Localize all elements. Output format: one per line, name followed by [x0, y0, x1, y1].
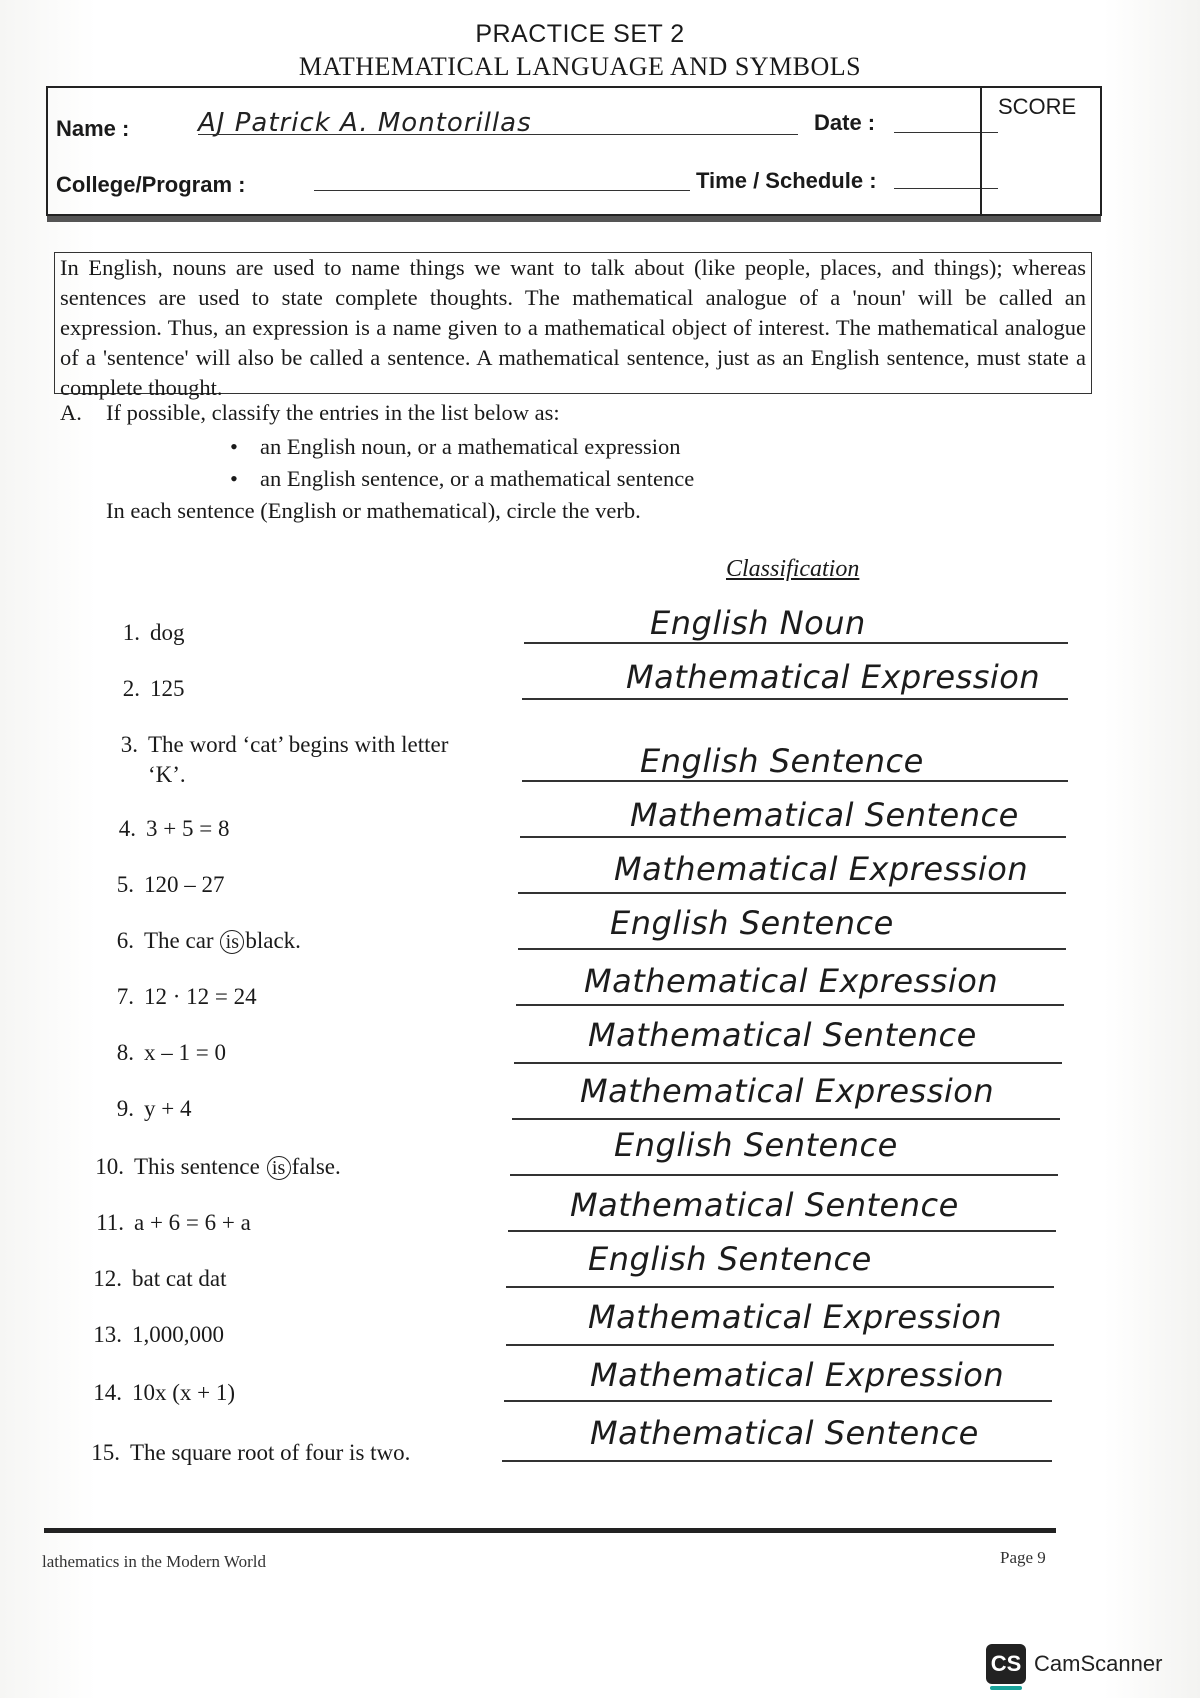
- answer-text: Mathematical Expression: [580, 1072, 995, 1110]
- question-text: bat cat dat: [132, 1266, 227, 1291]
- answer-line: [516, 1004, 1064, 1006]
- question-text: 3 + 5 = 8: [146, 816, 230, 841]
- question-item: [104, 872, 225, 898]
- question-item: [94, 1210, 251, 1236]
- answer-line: [522, 780, 1068, 782]
- section-prompt: If possible, classify the entries in the list below as:: [106, 400, 560, 425]
- question-text: 10x (x + 1): [132, 1380, 236, 1405]
- answer-line: [512, 1118, 1060, 1120]
- question-text-continued: ‘K’.: [148, 762, 186, 787]
- footer-rule: [44, 1528, 1056, 1533]
- answer-text: English Sentence: [640, 742, 924, 780]
- answer-text: Mathematical Expression: [588, 1298, 1003, 1336]
- footer-course-name: lathematics in the Modern World: [42, 1552, 266, 1571]
- name-value: AJ Patrick A. Montorillas: [198, 108, 532, 138]
- question-item: [94, 1154, 341, 1180]
- question-number: 5.: [116, 872, 134, 897]
- question-number: 9.: [116, 1096, 134, 1121]
- student-info-box: [46, 86, 1102, 216]
- page-title: PRACTICE SET 2: [475, 20, 685, 48]
- question-item: [110, 620, 185, 646]
- answer-line: [502, 1460, 1052, 1462]
- question-number: 3.: [120, 732, 138, 757]
- bullet-text: an English sentence, or a mathematical sentence: [260, 466, 695, 491]
- question-number: 13.: [93, 1322, 122, 1347]
- classification-header: Classification: [726, 556, 860, 582]
- answer-text: English Sentence: [614, 1126, 898, 1164]
- question-text: The square root of four is two.: [130, 1440, 411, 1465]
- section-letter: A.: [60, 400, 82, 425]
- question-number: 4.: [118, 816, 136, 841]
- question-text: 120 – 27: [144, 872, 225, 897]
- question-item: [92, 1380, 235, 1406]
- bullet-text: an English noun, or a mathematical expression: [260, 434, 681, 459]
- answer-text: Mathematical Expression: [626, 658, 1041, 696]
- answer-line: [518, 948, 1066, 950]
- circled-verb: is: [220, 930, 244, 954]
- answer-text: Mathematical Sentence: [630, 796, 1019, 834]
- question-item: [92, 1322, 224, 1348]
- question-number: 15.: [91, 1440, 120, 1465]
- answer-text: English Sentence: [588, 1240, 872, 1278]
- question-item: [108, 732, 448, 758]
- college-label: College/Program :: [56, 172, 246, 197]
- question-number: 8.: [116, 1040, 134, 1065]
- answer-line: [522, 698, 1068, 700]
- answer-text: Mathematical Expression: [614, 850, 1029, 888]
- answer-text: Mathematical Expression: [590, 1356, 1005, 1394]
- bullet-icon: •: [230, 434, 238, 459]
- question-item: [106, 816, 229, 842]
- intro-box: [54, 252, 1092, 400]
- question-item: [104, 1096, 191, 1122]
- answer-line: [510, 1174, 1058, 1176]
- answer-text: English Noun: [650, 604, 866, 642]
- bullet-icon: •: [230, 466, 238, 491]
- camscanner-icon: CS: [986, 1644, 1026, 1684]
- question-text: x – 1 = 0: [144, 1040, 226, 1065]
- score-label: SCORE: [998, 94, 1077, 119]
- question-text: a + 6 = 6 + a: [134, 1210, 251, 1235]
- answer-line: [506, 1344, 1054, 1346]
- question-number: 10.: [95, 1154, 124, 1179]
- time-label: Time / Schedule :: [696, 168, 877, 193]
- answer-line: [514, 1062, 1062, 1064]
- answer-text: Mathematical Sentence: [588, 1016, 977, 1054]
- question-number: 2.: [122, 676, 140, 701]
- question-number: 6.: [116, 928, 134, 953]
- question-number: 11.: [96, 1210, 124, 1235]
- answer-line: [520, 836, 1066, 838]
- answer-line: [518, 892, 1066, 894]
- question-text: 1,000,000: [132, 1322, 224, 1347]
- answer-text: Mathematical Expression: [584, 962, 999, 1000]
- question-number: 12.: [93, 1266, 122, 1291]
- question-number: 7.: [116, 984, 134, 1009]
- answer-line: [504, 1400, 1052, 1402]
- footer-page-number: Page 9: [1000, 1548, 1046, 1567]
- name-line: [198, 106, 798, 135]
- question-item: [104, 1040, 226, 1066]
- question-text: y + 4: [144, 1096, 192, 1121]
- answer-text: English Sentence: [610, 904, 894, 942]
- question-text-before: This sentence: [134, 1154, 260, 1179]
- name-label: Name :: [56, 116, 130, 141]
- page-subtitle: MATHEMATICAL LANGUAGE AND SYMBOLS: [298, 52, 862, 81]
- answer-text: Mathematical Sentence: [590, 1414, 979, 1452]
- camscanner-watermark: [986, 1644, 1162, 1684]
- date-label: Date :: [814, 110, 876, 135]
- question-text: 12 · 12 = 24: [144, 984, 257, 1009]
- question-number: 14.: [93, 1380, 122, 1405]
- question-text-before: The car: [144, 928, 214, 953]
- instruction-text: In each sentence (English or mathematical), circle the verb.: [106, 498, 641, 523]
- answer-line: [508, 1230, 1056, 1232]
- question-item: [104, 984, 257, 1010]
- camscanner-text: CamScanner: [1034, 1651, 1163, 1676]
- answer-text: Mathematical Sentence: [570, 1186, 959, 1224]
- question-text-after: black.: [245, 928, 301, 953]
- question-text: dog: [150, 620, 185, 645]
- question-item: [110, 676, 185, 702]
- answer-line: [524, 642, 1068, 644]
- score-box: [980, 88, 1100, 214]
- circled-verb: is: [267, 1156, 291, 1180]
- question-item: [92, 1266, 227, 1292]
- question-text: 125: [150, 676, 185, 701]
- college-line: [314, 162, 690, 191]
- question-item: [90, 1440, 410, 1466]
- intro-text: In English, nouns are used to name things we want to talk about (like people, places, and things); whereas sentences are used to state complete thoughts. The mathematical analogue of a 'noun' will be called an expression. Thus, an expression is a name given to a mathematical object of interest. The mathematical analogue of a 'sentence' will also be called a sentence. A mathematical sentence, just as an English sentence, must state a complete thought.: [60, 255, 1086, 400]
- question-text: The word ‘cat’ begins with letter: [148, 732, 449, 757]
- question-item: [104, 928, 301, 954]
- answer-line: [506, 1286, 1054, 1288]
- question-text-after: false.: [291, 1154, 341, 1179]
- question-number: 1.: [122, 620, 140, 645]
